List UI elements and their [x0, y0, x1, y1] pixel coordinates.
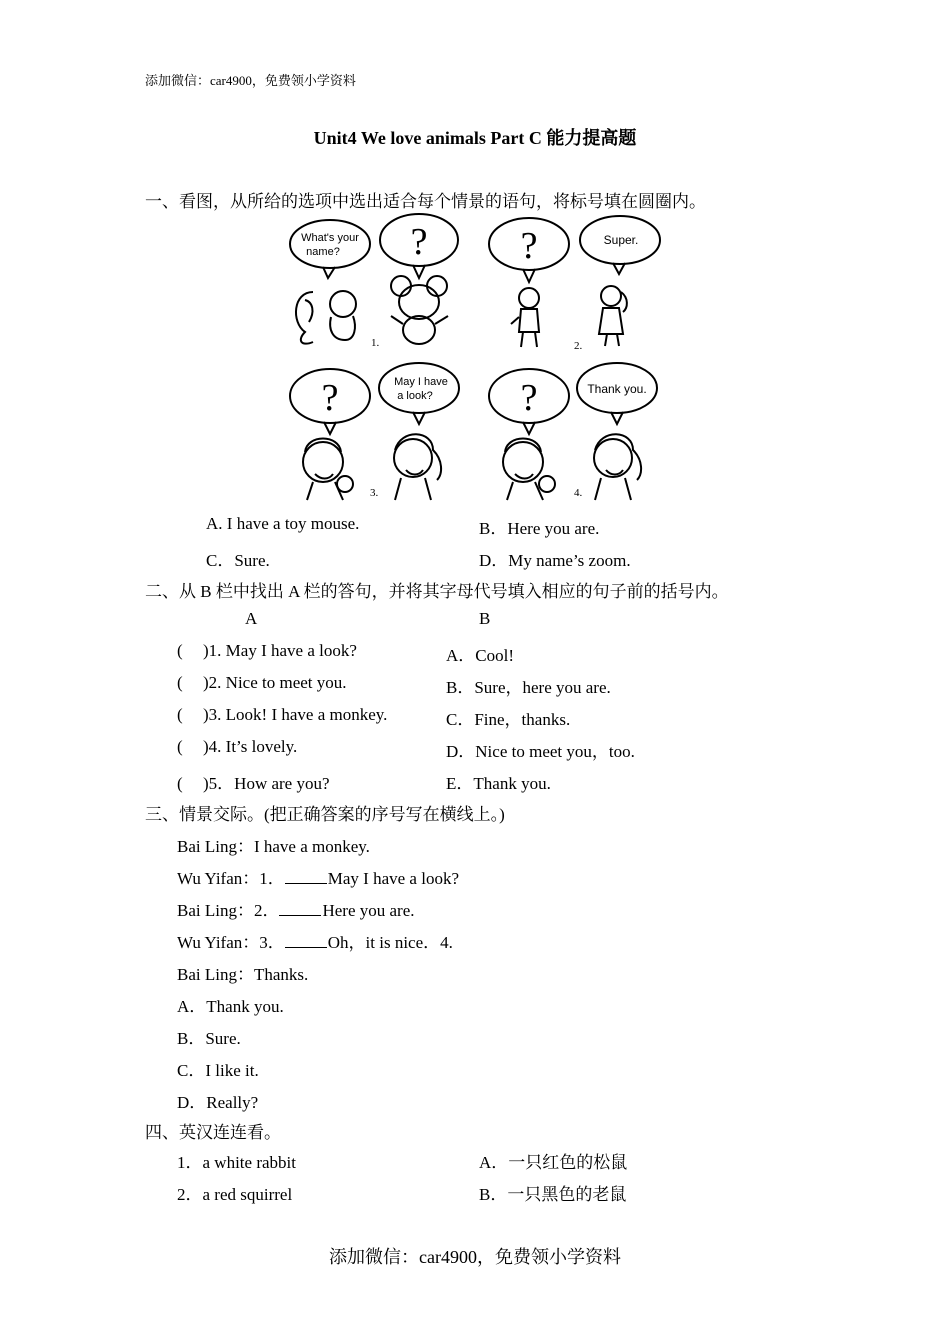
bubble-text-3b: May I have	[394, 376, 448, 388]
section1-heading: 一、看图，从所给的选项中选出适合每个情景的语句，将标号填在圆圈内。	[145, 192, 706, 211]
dialogue-line: Bai Ling：I have a monkey.	[177, 837, 370, 856]
column-b-label: B	[479, 609, 491, 628]
question-mark: ?	[321, 377, 339, 419]
answer-blank[interactable]	[279, 901, 321, 916]
dialogue-line: Wu Yifan：3． Oh，it is nice．4.	[177, 933, 453, 952]
picture-number-4: 4.	[574, 487, 583, 499]
english-item[interactable]: 2．a red squirrel	[177, 1185, 293, 1204]
bubble-text-3b-line2: a look?	[397, 390, 433, 402]
section3-option: D．Really?	[177, 1093, 259, 1112]
section1-option-b: B．Here you are.	[479, 519, 600, 538]
match-option: A．Cool!	[446, 646, 514, 665]
picture-number-1: 1.	[371, 337, 380, 349]
bubble-text-2b: Super.	[603, 233, 639, 247]
answer-paren[interactable]: (	[177, 641, 183, 660]
match-row: ( )4. It’s lovely.	[177, 737, 298, 756]
bubble-text-1a: What's your	[301, 232, 359, 244]
match-option: E．Thank you.	[446, 774, 551, 793]
match-option: B．Sure，here you are.	[446, 678, 611, 697]
section2-heading: 二、从 B 栏中找出 A 栏的答句，并将其字母代号填入相应的句子前的括号内。	[145, 582, 729, 601]
bubble-text-4b: Thank you.	[587, 382, 647, 396]
english-item[interactable]: 1．a white rabbit	[177, 1153, 296, 1172]
picture-number-2: 2.	[574, 340, 583, 352]
answer-paren[interactable]: (	[177, 673, 183, 692]
picture-number-3: 3.	[370, 487, 379, 499]
bubble-text-1a-line2: name?	[306, 246, 340, 258]
match-option: C．Fine，thanks.	[446, 710, 571, 729]
answer-paren[interactable]: (	[177, 774, 183, 793]
question-mark: ?	[520, 225, 538, 267]
dialogue-line: Bai Ling：2． Here you are.	[177, 901, 415, 920]
match-row: ( )5．How are you?	[177, 774, 330, 793]
dialogue-line: Wu Yifan：1． May I have a look?	[177, 869, 459, 888]
section3-option: C．I like it.	[177, 1061, 259, 1080]
column-a-label: A	[245, 609, 258, 628]
answer-blank[interactable]	[285, 933, 327, 948]
section3-heading: 三、情景交际。(把正确答案的序号写在横线上。)	[145, 805, 505, 824]
question-mark: ?	[520, 377, 538, 419]
answer-paren[interactable]: (	[177, 737, 183, 756]
match-row: ( )1. May I have a look?	[177, 641, 357, 660]
page-title: Unit4 We love animals Part C 能力提高题	[313, 128, 637, 148]
picture-illustration	[283, 212, 665, 504]
match-row: ( )2. Nice to meet you.	[177, 673, 347, 692]
section1-option-d: D．My name’s zoom.	[479, 551, 631, 570]
footer-note: 添加微信：car4900，免费领小学资料	[329, 1247, 621, 1267]
section1-option-c: C．Sure.	[206, 551, 270, 570]
section4-heading: 四、英汉连连看。	[145, 1123, 281, 1142]
chinese-item[interactable]: B．一只黑色的老鼠	[479, 1185, 627, 1204]
dialogue-line: Bai Ling：Thanks.	[177, 965, 309, 984]
question-mark: ?	[410, 221, 428, 263]
answer-paren[interactable]: (	[177, 705, 183, 724]
match-option: D．Nice to meet you，too.	[446, 742, 635, 761]
match-row: ( )3. Look! I have a monkey.	[177, 705, 388, 724]
answer-blank[interactable]	[285, 869, 327, 884]
section1-option-a: A. I have a toy mouse.	[206, 514, 360, 533]
section3-option: A．Thank you.	[177, 997, 284, 1016]
chinese-item[interactable]: A．一只红色的松鼠	[479, 1153, 628, 1172]
section3-option: B．Sure.	[177, 1029, 241, 1048]
header-note: 添加微信：car4900，免费领小学资料	[145, 73, 356, 88]
